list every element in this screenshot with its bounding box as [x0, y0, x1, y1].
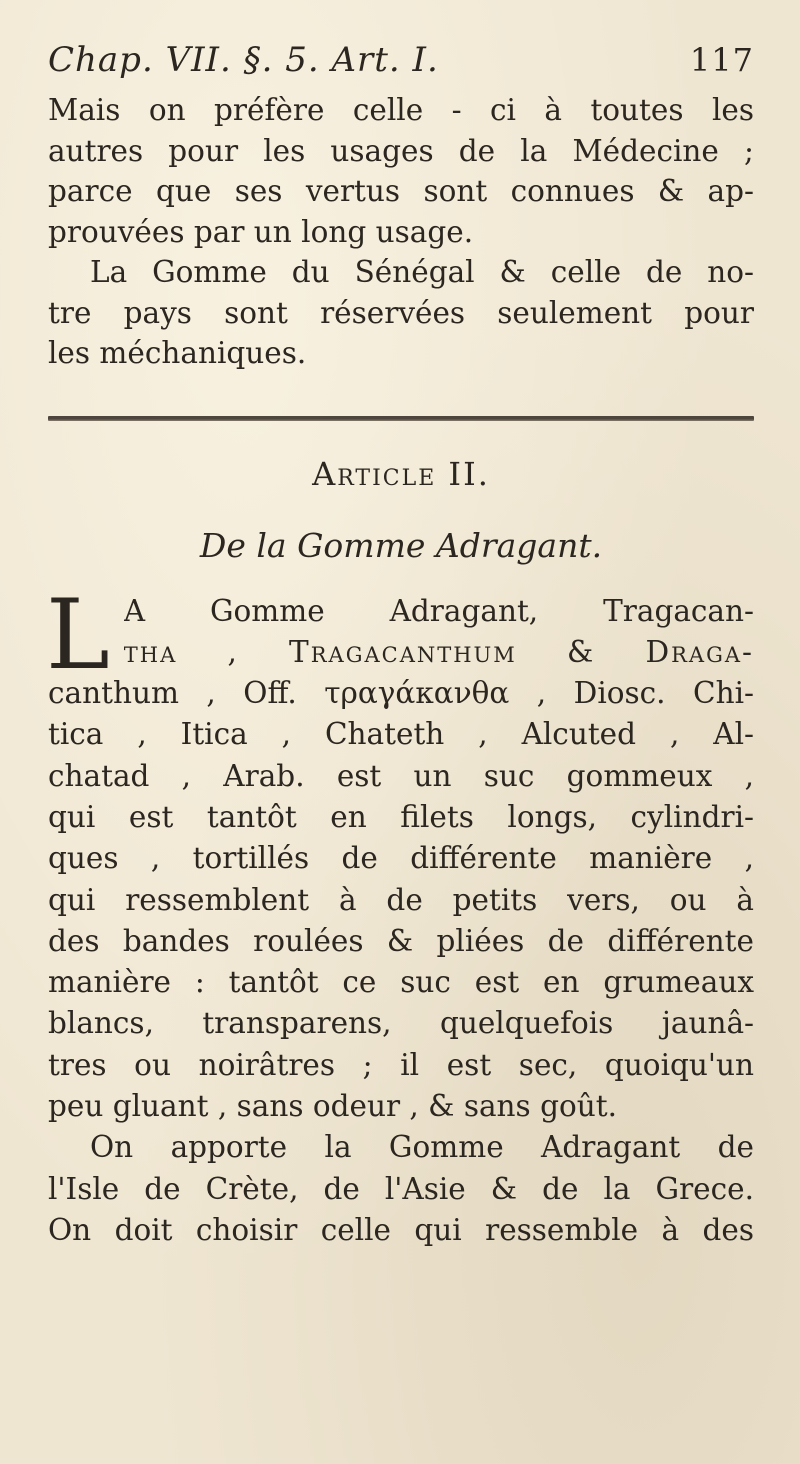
running-head [48, 40, 754, 90]
running-head-chapter: Chap. VII. §. 5. Art. I. [48, 40, 439, 80]
text-line: chatad , Arab. est un suc gommeux , [48, 758, 754, 793]
paragraph-preference [48, 90, 754, 252]
text-line: peu gluant , sans odeur , & sans goût. [48, 1089, 617, 1124]
text-line: des bandes roulées & pliées de différente [48, 923, 754, 958]
text-line: l'Isle de Crète, de l'Asie & de la Grece. [48, 1171, 754, 1206]
text-line: tha , Tragacanthum & Draga- [123, 634, 754, 669]
text-line: La Gomme du Sénégal & celle de no- [90, 255, 754, 289]
text-line: On apporte la Gomme Adragant de [90, 1130, 754, 1165]
article-heading: Article II. [312, 454, 490, 493]
text-line: A Gomme Adragant, Tragacan- [123, 593, 754, 628]
text-line: On doit choisir celle qui ressemble à des [48, 1212, 754, 1247]
drop-cap: L [46, 578, 110, 691]
text-line: qui ressemblent à de petits vers, ou à [48, 882, 754, 917]
text-line: tica , Itica , Chateth , Alcuted , Al- [48, 717, 754, 752]
text-line: ques , tortillés de différente manière , [48, 841, 754, 876]
text-line: tre pays sont réservées seulement pour [48, 295, 754, 330]
section-divider-rule [48, 416, 754, 421]
text-line: blancs, transparens, quelquefois jaunâ- [48, 1006, 754, 1041]
section-heading: De la Gomme Adragant. [199, 525, 603, 565]
text-line: parce que ses vertus sont connues & ap- [48, 174, 754, 208]
text-line: Mais on préfère celle - ci à toutes les [48, 93, 754, 127]
text-line: canthum , Off. τραγάκανθα , Diosc. Chi- [48, 676, 754, 711]
dropcap-block [46, 578, 754, 691]
page-number: 117 [689, 41, 754, 79]
text-line: les méchaniques. [48, 336, 307, 370]
text-line: prouvées par un long usage. [48, 214, 474, 249]
text-line: tres ou noirâtres ; il est sec, quoiqu'un [48, 1047, 754, 1082]
text-line: qui est tantôt en filets longs, cylindri- [48, 799, 754, 834]
book-page [48, 40, 754, 1251]
text-line: autres pour les usages de la Médecine ; [48, 133, 754, 168]
paragraph-senegal-gum [48, 252, 754, 374]
paragraph-gum-tragacanth [46, 578, 754, 1252]
text-line: manière : tantôt ce suc est en grumeaux [48, 965, 754, 1000]
